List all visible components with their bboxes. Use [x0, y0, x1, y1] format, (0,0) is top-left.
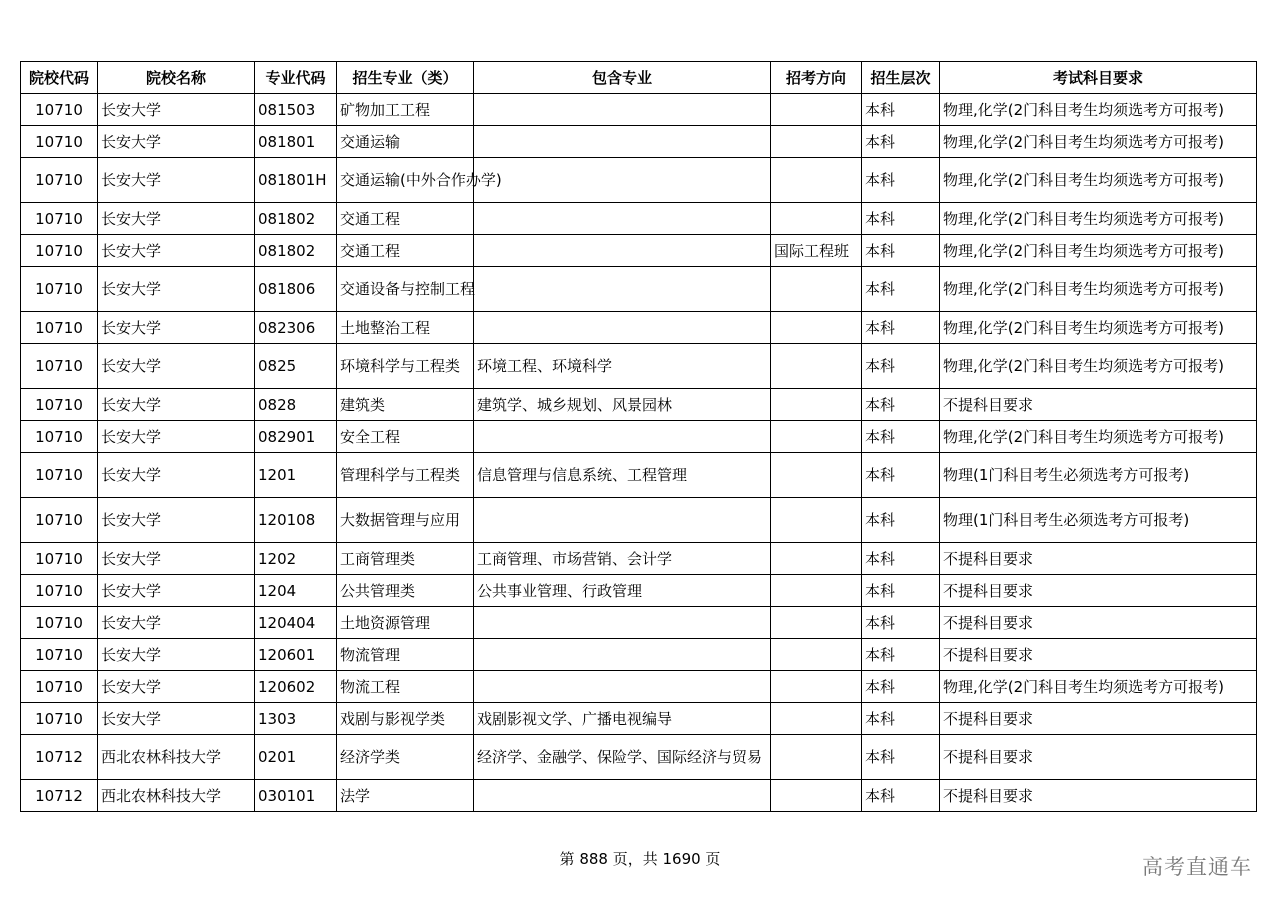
major-cell: 经济学类	[337, 735, 474, 780]
school-code-cell: 10710	[21, 235, 98, 267]
school-name-cell: 长安大学	[98, 453, 255, 498]
level-cell: 本科	[862, 421, 940, 453]
subject-requirements-cell: 不提科目要求	[940, 575, 1257, 607]
direction-cell	[771, 203, 862, 235]
direction-cell	[771, 158, 862, 203]
school-name-cell: 长安大学	[98, 703, 255, 735]
table-row	[21, 607, 1257, 639]
table-row	[21, 203, 1257, 235]
subject-requirements-cell: 物理,化学(2门科目考生均须选考方可报考)	[940, 235, 1257, 267]
school-name-cell: 长安大学	[98, 575, 255, 607]
major-code-cell: 082306	[255, 312, 337, 344]
subject-requirements-cell: 不提科目要求	[940, 735, 1257, 780]
major-code-cell: 081806	[255, 267, 337, 312]
major-cell: 交通设备与控制工程	[337, 267, 474, 312]
major-cell: 交通运输(中外合作办学)	[337, 158, 474, 203]
school-name-cell: 长安大学	[98, 94, 255, 126]
header-included-majors: 包含专业	[474, 62, 771, 94]
level-cell: 本科	[862, 94, 940, 126]
school-name-cell: 长安大学	[98, 235, 255, 267]
major-code-cell: 120601	[255, 639, 337, 671]
direction-cell	[771, 780, 862, 812]
school-name-cell: 长安大学	[98, 158, 255, 203]
major-cell: 工商管理类	[337, 543, 474, 575]
major-cell: 交通运输	[337, 126, 474, 158]
table-row	[21, 735, 1257, 780]
major-code-cell: 1201	[255, 453, 337, 498]
direction-cell	[771, 94, 862, 126]
table-row	[21, 126, 1257, 158]
school-code-cell: 10710	[21, 543, 98, 575]
level-cell: 本科	[862, 267, 940, 312]
major-code-cell: 081802	[255, 235, 337, 267]
major-code-cell: 120404	[255, 607, 337, 639]
header-level: 招生层次	[862, 62, 940, 94]
subject-requirements-cell: 物理,化学(2门科目考生均须选考方可报考)	[940, 94, 1257, 126]
header-major: 招生专业（类）	[337, 62, 474, 94]
major-code-cell: 0201	[255, 735, 337, 780]
level-cell: 本科	[862, 703, 940, 735]
direction-cell	[771, 389, 862, 421]
major-cell: 交通工程	[337, 235, 474, 267]
school-code-cell: 10710	[21, 498, 98, 543]
subject-requirements-cell: 物理,化学(2门科目考生均须选考方可报考)	[940, 203, 1257, 235]
subject-requirements-cell: 物理,化学(2门科目考生均须选考方可报考)	[940, 671, 1257, 703]
direction-cell	[771, 543, 862, 575]
major-code-cell: 081801H	[255, 158, 337, 203]
school-name-cell: 长安大学	[98, 543, 255, 575]
direction-cell	[771, 126, 862, 158]
major-cell: 土地整治工程	[337, 312, 474, 344]
school-code-cell: 10712	[21, 735, 98, 780]
major-cell: 公共管理类	[337, 575, 474, 607]
page-number: 第 888 页，共 1690 页	[559, 850, 721, 868]
school-code-cell: 10710	[21, 267, 98, 312]
table-body	[21, 94, 1257, 812]
included-majors-cell	[474, 312, 771, 344]
table-row	[21, 158, 1257, 203]
table-header-row	[21, 62, 1257, 94]
subject-requirements-cell: 不提科目要求	[940, 639, 1257, 671]
included-majors-cell	[474, 235, 771, 267]
school-code-cell: 10710	[21, 703, 98, 735]
included-majors-cell	[474, 780, 771, 812]
included-majors-cell: 建筑学、城乡规划、风景园林	[474, 389, 771, 421]
school-name-cell: 长安大学	[98, 312, 255, 344]
included-majors-cell	[474, 421, 771, 453]
direction-cell	[771, 639, 862, 671]
major-code-cell: 1303	[255, 703, 337, 735]
major-cell: 法学	[337, 780, 474, 812]
subject-requirements-cell: 物理,化学(2门科目考生均须选考方可报考)	[940, 267, 1257, 312]
direction-cell	[771, 267, 862, 312]
included-majors-cell	[474, 203, 771, 235]
table-row	[21, 344, 1257, 389]
major-cell: 矿物加工工程	[337, 94, 474, 126]
table-row	[21, 421, 1257, 453]
level-cell: 本科	[862, 780, 940, 812]
table-row	[21, 498, 1257, 543]
direction-cell	[771, 671, 862, 703]
major-cell: 交通工程	[337, 203, 474, 235]
major-code-cell: 1202	[255, 543, 337, 575]
table-row	[21, 94, 1257, 126]
school-name-cell: 长安大学	[98, 203, 255, 235]
watermark: 高考直通车	[1142, 855, 1252, 879]
school-name-cell: 西北农林科技大学	[98, 735, 255, 780]
subject-requirements-cell: 不提科目要求	[940, 703, 1257, 735]
major-cell: 物流工程	[337, 671, 474, 703]
school-code-cell: 10710	[21, 639, 98, 671]
included-majors-cell: 公共事业管理、行政管理	[474, 575, 771, 607]
school-code-cell: 10710	[21, 421, 98, 453]
major-code-cell: 1204	[255, 575, 337, 607]
school-code-cell: 10710	[21, 158, 98, 203]
admissions-table	[20, 61, 1257, 812]
header-subject-requirements: 考试科目要求	[940, 62, 1257, 94]
school-name-cell: 长安大学	[98, 421, 255, 453]
major-code-cell: 081802	[255, 203, 337, 235]
major-cell: 建筑类	[337, 389, 474, 421]
direction-cell	[771, 575, 862, 607]
included-majors-cell: 工商管理、市场营销、会计学	[474, 543, 771, 575]
included-majors-cell: 信息管理与信息系统、工程管理	[474, 453, 771, 498]
direction-cell	[771, 344, 862, 389]
school-code-cell: 10710	[21, 389, 98, 421]
school-name-cell: 长安大学	[98, 498, 255, 543]
table-row	[21, 235, 1257, 267]
major-cell: 环境科学与工程类	[337, 344, 474, 389]
table-row	[21, 389, 1257, 421]
school-name-cell: 长安大学	[98, 639, 255, 671]
table-row	[21, 703, 1257, 735]
header-direction: 招考方向	[771, 62, 862, 94]
major-code-cell: 081801	[255, 126, 337, 158]
major-code-cell: 120108	[255, 498, 337, 543]
school-code-cell: 10710	[21, 671, 98, 703]
included-majors-cell	[474, 607, 771, 639]
subject-requirements-cell: 物理,化学(2门科目考生均须选考方可报考)	[940, 344, 1257, 389]
subject-requirements-cell: 物理,化学(2门科目考生均须选考方可报考)	[940, 312, 1257, 344]
level-cell: 本科	[862, 498, 940, 543]
table-row	[21, 639, 1257, 671]
school-name-cell: 长安大学	[98, 671, 255, 703]
major-cell: 土地资源管理	[337, 607, 474, 639]
direction-cell	[771, 735, 862, 780]
table-row	[21, 780, 1257, 812]
school-name-cell: 长安大学	[98, 607, 255, 639]
school-code-cell: 10710	[21, 312, 98, 344]
school-code-cell: 10710	[21, 607, 98, 639]
school-code-cell: 10710	[21, 126, 98, 158]
major-code-cell: 030101	[255, 780, 337, 812]
level-cell: 本科	[862, 235, 940, 267]
subject-requirements-cell: 物理(1门科目考生必须选考方可报考)	[940, 498, 1257, 543]
major-code-cell: 0828	[255, 389, 337, 421]
subject-requirements-cell: 物理,化学(2门科目考生均须选考方可报考)	[940, 421, 1257, 453]
header-school-code: 院校代码	[21, 62, 98, 94]
included-majors-cell	[474, 671, 771, 703]
level-cell: 本科	[862, 389, 940, 421]
level-cell: 本科	[862, 607, 940, 639]
table-row	[21, 671, 1257, 703]
school-name-cell: 长安大学	[98, 267, 255, 312]
table-row	[21, 575, 1257, 607]
included-majors-cell	[474, 267, 771, 312]
major-code-cell: 120602	[255, 671, 337, 703]
included-majors-cell	[474, 158, 771, 203]
major-cell: 物流管理	[337, 639, 474, 671]
subject-requirements-cell: 不提科目要求	[940, 607, 1257, 639]
included-majors-cell: 环境工程、环境科学	[474, 344, 771, 389]
level-cell: 本科	[862, 453, 940, 498]
school-name-cell: 长安大学	[98, 344, 255, 389]
subject-requirements-cell: 物理,化学(2门科目考生均须选考方可报考)	[940, 158, 1257, 203]
table-row	[21, 453, 1257, 498]
table-row	[21, 543, 1257, 575]
school-name-cell: 长安大学	[98, 389, 255, 421]
school-code-cell: 10712	[21, 780, 98, 812]
level-cell: 本科	[862, 344, 940, 389]
included-majors-cell	[474, 94, 771, 126]
level-cell: 本科	[862, 203, 940, 235]
direction-cell	[771, 312, 862, 344]
table-row	[21, 312, 1257, 344]
major-cell: 大数据管理与应用	[337, 498, 474, 543]
subject-requirements-cell: 不提科目要求	[940, 389, 1257, 421]
major-code-cell: 082901	[255, 421, 337, 453]
school-code-cell: 10710	[21, 94, 98, 126]
level-cell: 本科	[862, 126, 940, 158]
school-code-cell: 10710	[21, 344, 98, 389]
included-majors-cell: 经济学、金融学、保险学、国际经济与贸易	[474, 735, 771, 780]
included-majors-cell	[474, 639, 771, 671]
direction-cell	[771, 498, 862, 543]
header-school-name: 院校名称	[98, 62, 255, 94]
included-majors-cell: 戏剧影视文学、广播电视编导	[474, 703, 771, 735]
major-code-cell: 0825	[255, 344, 337, 389]
header-major-code: 专业代码	[255, 62, 337, 94]
subject-requirements-cell: 不提科目要求	[940, 780, 1257, 812]
level-cell: 本科	[862, 735, 940, 780]
school-code-cell: 10710	[21, 453, 98, 498]
level-cell: 本科	[862, 671, 940, 703]
level-cell: 本科	[862, 158, 940, 203]
level-cell: 本科	[862, 575, 940, 607]
major-cell: 安全工程	[337, 421, 474, 453]
direction-cell: 国际工程班	[771, 235, 862, 267]
direction-cell	[771, 703, 862, 735]
school-name-cell: 长安大学	[98, 126, 255, 158]
included-majors-cell	[474, 498, 771, 543]
major-cell: 管理科学与工程类	[337, 453, 474, 498]
included-majors-cell	[474, 126, 771, 158]
subject-requirements-cell: 物理(1门科目考生必须选考方可报考)	[940, 453, 1257, 498]
school-code-cell: 10710	[21, 203, 98, 235]
direction-cell	[771, 607, 862, 639]
major-cell: 戏剧与影视学类	[337, 703, 474, 735]
level-cell: 本科	[862, 639, 940, 671]
subject-requirements-cell: 物理,化学(2门科目考生均须选考方可报考)	[940, 126, 1257, 158]
level-cell: 本科	[862, 312, 940, 344]
school-code-cell: 10710	[21, 575, 98, 607]
subject-requirements-cell: 不提科目要求	[940, 543, 1257, 575]
direction-cell	[771, 453, 862, 498]
direction-cell	[771, 421, 862, 453]
school-name-cell: 西北农林科技大学	[98, 780, 255, 812]
level-cell: 本科	[862, 543, 940, 575]
major-code-cell: 081503	[255, 94, 337, 126]
table-row	[21, 267, 1257, 312]
